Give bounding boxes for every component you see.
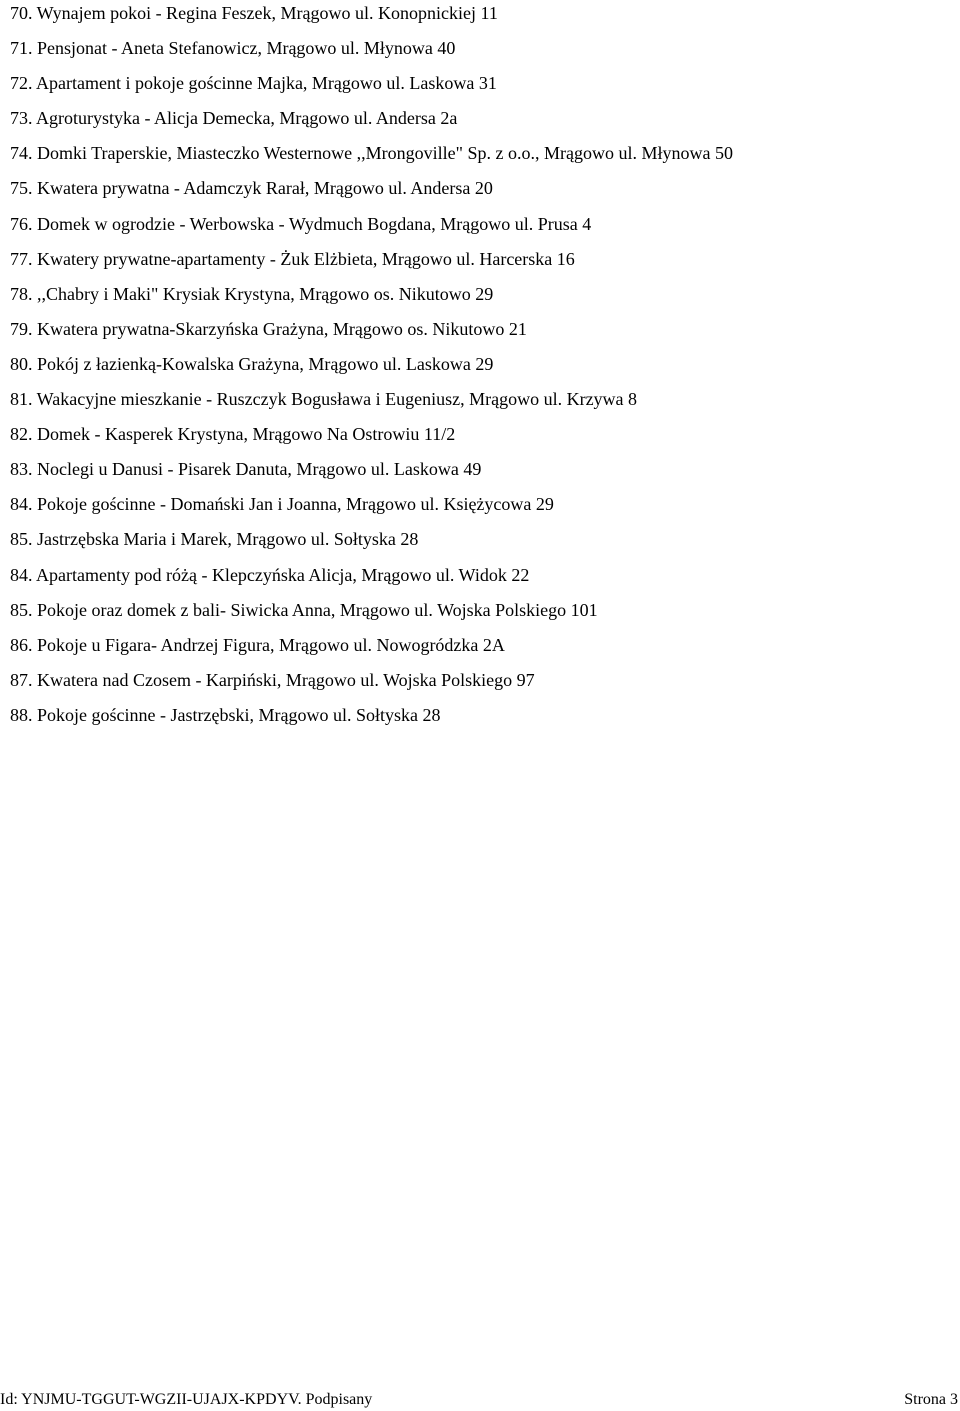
list-item: 73. Agroturystyka - Alicja Demecka, Mrągowo ul. Andersa 2a <box>10 108 458 129</box>
list-item: 81. Wakacyjne mieszkanie - Ruszczyk Bogusława i Eugeniusz, Mrągowo ul. Krzywa 8 <box>10 389 638 410</box>
list-item: 77. Kwatery prywatne-apartamenty - Żuk Elżbieta, Mrągowo ul. Harcerska 16 <box>10 248 575 269</box>
list-item: 78. ,,Chabry i Maki" Krysiak Krystyna, Mrągowo os. Nikutowo 29 <box>10 283 494 304</box>
list-item: 71. Pensjonat - Aneta Stefanowicz, Mrągowo ul. Młynowa 40 <box>10 38 456 59</box>
list-item: 88. Pokoje gościnne - Jastrzębski, Mrągowo ul. Sołtyska 28 <box>10 704 441 725</box>
document-id: Id: YNJMU-TGGUT-WGZII-UJAJX-KPDYV. Podpisany <box>0 1391 373 1408</box>
list-item: 84. Pokoje gościnne - Domański Jan i Joanna, Mrągowo ul. Księżycowa 29 <box>10 494 554 515</box>
list-item: 75. Kwatera prywatna - Adamczyk Rarał, Mrągowo ul. Andersa 20 <box>10 178 493 199</box>
list-item: 74. Domki Traperskie, Miasteczko Westernowe ,,Mrongoville" Sp. z o.o., Mrągowo ul. Młynowa 50 <box>10 143 733 164</box>
list-item: 85. Pokoje oraz domek z bali- Siwicka Anna, Mrągowo ul. Wojska Polskiego 101 <box>10 599 598 620</box>
list-item: 84. Apartamenty pod różą - Klepczyńska Alicja, Mrągowo ul. Widok 22 <box>10 564 530 585</box>
list-item: 76. Domek w ogrodzie - Werbowska - Wydmuch Bogdana, Mrągowo ul. Prusa 4 <box>10 213 592 234</box>
list-item: 85. Jastrzębska Maria i Marek, Mrągowo ul. Sołtyska 28 <box>10 529 419 550</box>
list-item: 82. Domek - Kasperek Krystyna, Mrągowo Na Ostrowiu 11/2 <box>10 424 456 445</box>
list-item: 79. Kwatera prywatna-Skarzyńska Grażyna, Mrągowo os. Nikutowo 21 <box>10 318 527 339</box>
page-number: Strona 3 <box>904 1391 958 1408</box>
list-item: 70. Wynajem pokoi - Regina Feszek, Mrągowo ul. Konopnickiej 11 <box>10 3 498 23</box>
accommodation-list <box>10 0 950 737</box>
list-item: 87. Kwatera nad Czosem - Karpiński, Mrągowo ul. Wojska Polskiego 97 <box>10 669 535 690</box>
page-footer <box>0 1388 960 1411</box>
list-item: 72. Apartament i pokoje gościnne Majka, Mrągowo ul. Laskowa 31 <box>10 73 497 94</box>
list-item: 83. Noclegi u Danusi - Pisarek Danuta, Mrągowo ul. Laskowa 49 <box>10 459 482 480</box>
list-item: 80. Pokój z łazienką-Kowalska Grażyna, Mrągowo ul. Laskowa 29 <box>10 353 494 374</box>
list-item: 86. Pokoje u Figara- Andrzej Figura, Mrągowo ul. Nowogródzka 2A <box>10 634 505 655</box>
